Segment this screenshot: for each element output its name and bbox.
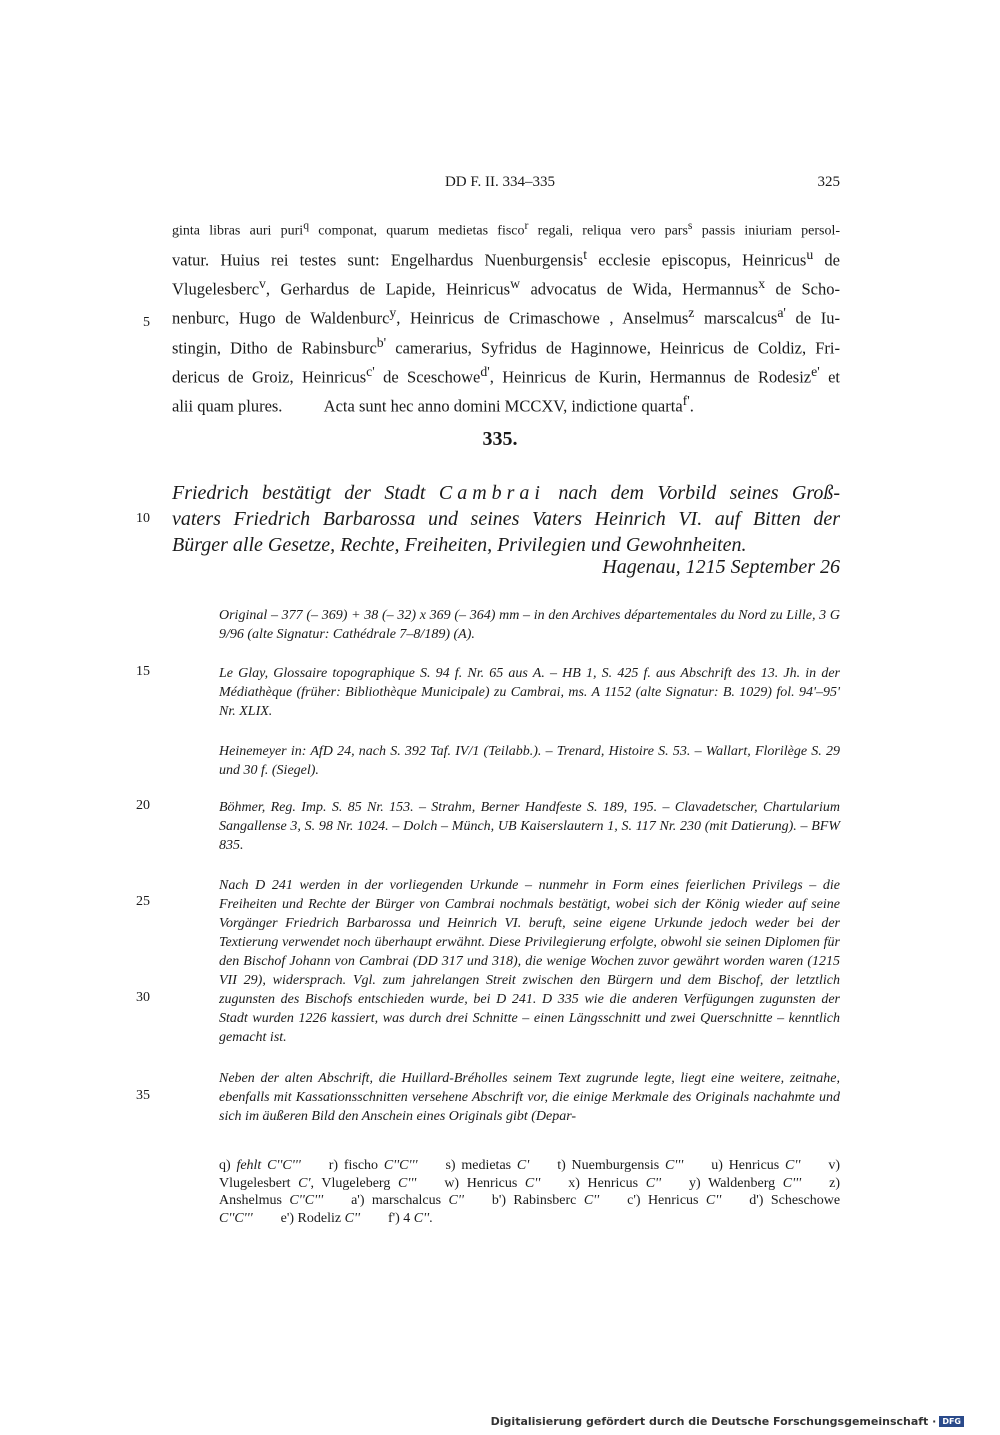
charter-line: Vlugelesberc$^v$, Gerhardus de Lapide, Heinricus$^w$ advocatus de Wida, Hermannus$^x$ de Scho- [172, 276, 840, 299]
regest-line: nach dem Vorbild seines Groß- [558, 482, 841, 504]
apparatus-entry: x) Henricus C'' [568, 1175, 662, 1191]
apparatus-entry: q) fehlt C''C''' [219, 1158, 301, 1173]
footer-credit [491, 1415, 964, 1428]
dfg-logo: DFG [939, 1416, 964, 1427]
line-number: 10 [136, 511, 150, 526]
charter-text [172, 214, 840, 418]
regest-place: Cambrai [438, 482, 545, 504]
note-facsimiles: Heinemeyer in: AfD 24, nach S. 392 Taf. IV/1 (Teilabb.). – Trenard, Histoire S. 53. – Wallart, Florilège S. 29 und 30 f. (Siegel). [219, 744, 840, 778]
document-number: 335. [482, 428, 518, 450]
apparatus-entry: s) medietas C' [445, 1158, 530, 1173]
note-editions: Le Glay, Glossaire topographique S. 94 f. Nr. 65 aus A. – HB 1, S. 425 f. aus Abschrift des 13. Jh. in der Médiathèque (früher: Bibliothèque Municipale) zu Cambrai, ms. A 1152 (alte Signatur: B. 1029) fol. 94'–95' Nr. XLIX. [219, 666, 840, 719]
running-title: DD F. II. 334–335 [444, 174, 556, 190]
line-number: 5 [143, 315, 150, 330]
charter-line: ginta libras auri puri$^q$ componat, quarum medietas fisco$^r$ regali, reliqua vero pars$^s$ passis iniuriam persol- [172, 219, 840, 239]
charter-line: dericus de Groiz, Heinricus$^{c'}$ de Sceschowe$^{d'}$, Heinricus de Kurin, Hermannus de Rodesiz$^{e'}$ et [172, 363, 840, 387]
charter-line: stingin, Ditho de Rabinsburc$^{b'}$ camerarius, Syfridus de Haginnowe, Heinricus de Coldiz, Fri- [172, 334, 841, 358]
note-regesta: Böhmer, Reg. Imp. S. 85 Nr. 153. – Strahm, Berner Handfeste S. 189, 195. – Clavadetscher, Chartularium Sangallense 3, S. 98 Nr. 1024. – Dolch – Münch, UB Kaiserslautern 1, S. 117 Nr. 230 (mit Datierung). – BFW 835. [219, 800, 840, 853]
apparatus-entry: u) Henricus C'' [711, 1158, 801, 1173]
line-number: 25 [136, 894, 150, 909]
apparatus-entry: z) Anshelmus C''C''' [219, 1175, 840, 1208]
charter-line: alii quam plures. Acta sunt hec anno domini MCCXV, indictione quarta$^{f'}$. [172, 392, 694, 416]
apparatus-entry: r) fischo C''C''' [328, 1158, 418, 1173]
line-number: 35 [136, 1088, 150, 1103]
footer-text: Digitalisierung gefördert durch die Deutsche Forschungsgemeinschaft · [490, 1415, 937, 1428]
line-number: 15 [136, 664, 150, 679]
regest-line: vaters Friedrich Barbarossa und seines Vaters Heinrich VI. auf Bitten der [172, 508, 840, 530]
apparatus-entry: t) Nuemburgensis C''' [557, 1158, 684, 1173]
apparatus-entry: b') Rabinsberc C'' [491, 1193, 600, 1208]
note-commentary-2: Neben der alten Abschrift, die Huillard-Bréholles seinem Text zugrunde legte, liegt eine weitere, zeitnahe, ebenfalls mit Kassationsschnitten versehene Abschrift vor, die einige Merkmale des Originals nachahmte und sich im äußeren Bild den Anschein eines Originals gibt (Depar- [219, 1071, 840, 1124]
regest [172, 480, 840, 558]
note-commentary: Nach D 241 werden in der vorliegenden Urkunde – nunmehr in Form eines feierlichen Privilegs – die Freiheiten und Rechte der Bürger von Cambrai nochmals bestätigt, wobei sich der König wieder auf seine Vorgänger Friedrich Barbarossa und Heinrich VI. beruft, seine eigene Urkunde jedoch weder bei der Textierung verwendet noch überhaupt erwähnt. Diese Privilegierung erfolgte, obwohl sie seinen Diplomen für den Bischof Johann von Cambrai (DD 317 und 318), die wenige Wochen zuvor gewährt worden waren (1215 VII 29), widersprach. Vgl. zum jahrelangen Streit zwischen den Bürgern und dem Bischof, der letztlich zugunsten des Bischofs entschieden wurde, bei D 241. D 335 wie die anderen Verfügungen zugunsten der Stadt wurden 1226 kassiert, was durch drei Schnitte – einen Längsschnitt und zwei Querschnitte – kenntlich gemacht ist. [219, 878, 840, 1045]
regest-line: Bürger alle Gesetze, Rechte, Freiheiten, Privilegien und Gewohnheiten. [172, 534, 747, 556]
dateline: Hagenau, 1215 September 26 [602, 556, 840, 578]
line-number: 20 [136, 798, 150, 813]
apparatus-entry: a') marschalcus C'' [351, 1193, 464, 1208]
apparatus-entry: d') Scheschowe C''C''' [219, 1193, 841, 1226]
apparatus-entry: v) Vlugelesbert C', Vlugeleberg C''' [219, 1158, 840, 1191]
apparatus-entry: y) Waldenberg C''' [689, 1175, 802, 1191]
apparatus-entry: f') 4 C''. [387, 1210, 433, 1226]
page-number: 325 [817, 174, 840, 190]
charter-line: vatur. Huius rei testes sunt: Engelhardus Nuenburgensis$^t$ ecclesie episcopus, Heinricus$^u$ de [172, 247, 840, 270]
apparatus-entry: c') Henricus C'' [627, 1193, 722, 1208]
regest-line: Friedrich bestätigt der Stadt [172, 482, 426, 504]
apparatus-entry: w) Henricus C'' [444, 1175, 541, 1191]
apparatus-entry: e') Rodeliz C'' [280, 1210, 360, 1226]
note-original: Original – 377 (– 369) + 38 (– 32) x 369 (– 364) mm – in den Archives départementales du Nord zu Lille, 3 G 9/96 (alte Signatur: Cathédrale 7–8/189) (A). [219, 608, 840, 642]
line-number: 30 [136, 990, 150, 1005]
charter-line: nenburc, Hugo de Waldenburc$^y$, Heinricus de Crimaschowe , Anselmus$^z$ marscalcus$^{a'}$ de Iu- [172, 305, 840, 328]
critical-apparatus [219, 1157, 840, 1227]
